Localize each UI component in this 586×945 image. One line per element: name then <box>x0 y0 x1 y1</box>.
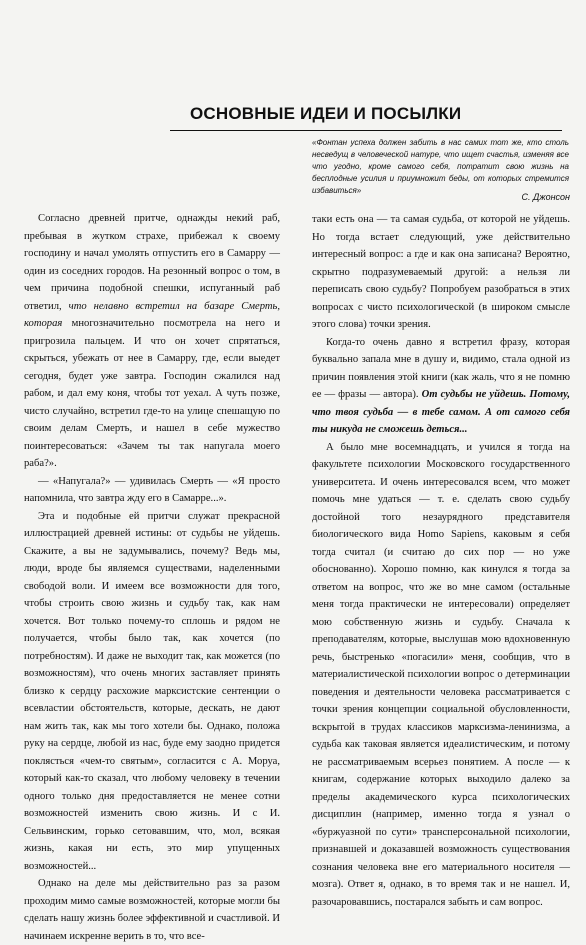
epigraph-author: С. Джонсон <box>521 192 570 202</box>
paragraph: Однако на деле мы действительно раз за разом проходим мимо самые возможностей, которые могли бы сделать нашу жизнь более эффективной и счастливой. И начинаем искренне верить в то, что все- <box>24 878 280 942</box>
paragraph: — «Напугала?» — удивилась Смерть — «Я просто напомнила, что завтра жду его в Самарре...». <box>24 475 280 504</box>
paragraph <box>24 210 280 473</box>
paragraph-emphasis: От судьбы не уйдешь. Потому, что твоя судьба — в тебе самом. А от самого себя ты никуда не сможешь деться... <box>312 389 570 435</box>
paragraph: А было мне восемнадцать, и учился я тогда на факультете психологии Московского государственного университета. И очень интересовался всем, что может помочь мне удаться — т. е. сделать свою судьбу достойной того незаурядного представителя биологического вида Homo Sapiens, каковым я себя тогда считал (и считаю до сих пор — но уже обоснованно). Хорошо помню, как кинулся я тогда за ответом на вопрос, что же во мне самом (остальные меня тогда практически не интересовали) определяет мою собственную жизнь и судьбу. Сначала к преподавателям, которые, выслушав мою вдохновенную речь, быстренько «погасили» меня, сообщив, что в материалистической психологии вопрос о детерминации поведения и деятельности человека рассматривается с точки зрения концепции социальной обусловленности, вскрытой в трудах классиков марксизма-ленинизма, а судьба как таковая является идеалистическим, и потому не рассматриваемым всерьез понятием. А после — к книгам, содержание которых выходило далеко за пределы академического курса психологических дисциплин (например, именно тогда я узнал о «буржуазной по сути» трансперсональной психологии, признавшей и доказавшей возможность существования сознания человека вне его материального носителя — мозга). Ответ я, однако, в то время так и не нашел. И, разочаровавшись, постарался забыть и сам вопрос. <box>312 441 570 908</box>
paragraph-text: многозначительно посмотрела на него и пригрозила пальцем. И что он хочет спрятаться, скрыться, убежать от нее в Самарру, где, если выедет сегодня, будет уже завтра. Господин сжалился над рабом, и дал ему коня, чтобы тот уехал. А чуть позже, чисто случайно, встретил где-то на улице спешащую по своим делам Смерть, и нашел в себе мужество поинтересоваться: «Зачем ты так напугала моего раба?». <box>24 318 280 469</box>
epigraph-text: «Фонтан успеха должен забить в нас самих тот же, кто столь несведущ в человеческой натуре, что ищет счастья, изменяя все что угодно, кроме самого себя, потратит свою жизнь на бесплодные усилия и приумножит беды, от которых стремится избавиться» <box>312 138 569 195</box>
section-heading: ОСНОВНЫЕ ИДЕИ И ПОСЫЛКИ <box>190 104 462 123</box>
paragraph-emphasis: что нелавно встретил на базаре Смерть, которая <box>24 300 280 329</box>
paragraph: Эта и подобные ей притчи служат прекрасной иллюстрацией древней истины: от судьбы не уйдешь. Скажите, а вы не задумывались, почему? Ведь мы, люди, вроде бы являемся существами, наделенными свободой воли. И имеем все возможности для того, чтобы строить свою жизнь и судьбу так, как нам хочется. Вот только почему-то сплошь и рядом не получается, чтобы было так, как хочется (по потребностям). И даже не выходит так, как можется (по возможностям), что очень многих заставляет принять близко к сердцу расхожие марксистские сентенции о всевластии обстоятельств, которые, дескать, не дают нам жить так, как мы того хотели бы. Однако, положа руку на сердце, любой из нас, буде ему заодно придется поклясться «чем-то святым», согласится с А. Моруа, который как-то сказал, что любому человеку в течении одного только дня предоставляется не менее сотни возможностей изменить свою жизнь. И с И. Сельвинским, горько сетовавшим, что, мол, всякая жизнь, какая ни есть, это мир упущенных возможностей... <box>24 510 280 872</box>
left-column <box>24 210 280 945</box>
paragraph: таки есть она — та самая судьба, от которой не уйдешь. Но тогда встает следующий, уже действительно интересный вопрос: а где и как она записана? Вероятно, скрытно подразумеваемый другой: а нельзя ли переписать свою судьбу? Попробуем разобраться в этих вопросах с чисто психологической (в широком смысле этого слова) точки зрения. <box>312 214 570 330</box>
right-column <box>312 211 570 911</box>
heading-rule <box>170 130 562 131</box>
paragraph-text: Согласно древней притче, однажды некий раб, пребывая в жутком страхе, прибежал к своему господину и начал умолять отпустить его в Самарру — один из соседних городов. На резонный вопрос о том, в чем причина подобной спешки, испуганный раб ответил, <box>24 213 280 312</box>
paragraph <box>312 334 570 439</box>
paragraph-text: Когда-то очень давно я встретил фразу, которая буквально запала мне в душу и, видимо, стала одной из причин появления этой книги (как жаль, что я не помню ее — фразы — автора). <box>312 336 570 400</box>
